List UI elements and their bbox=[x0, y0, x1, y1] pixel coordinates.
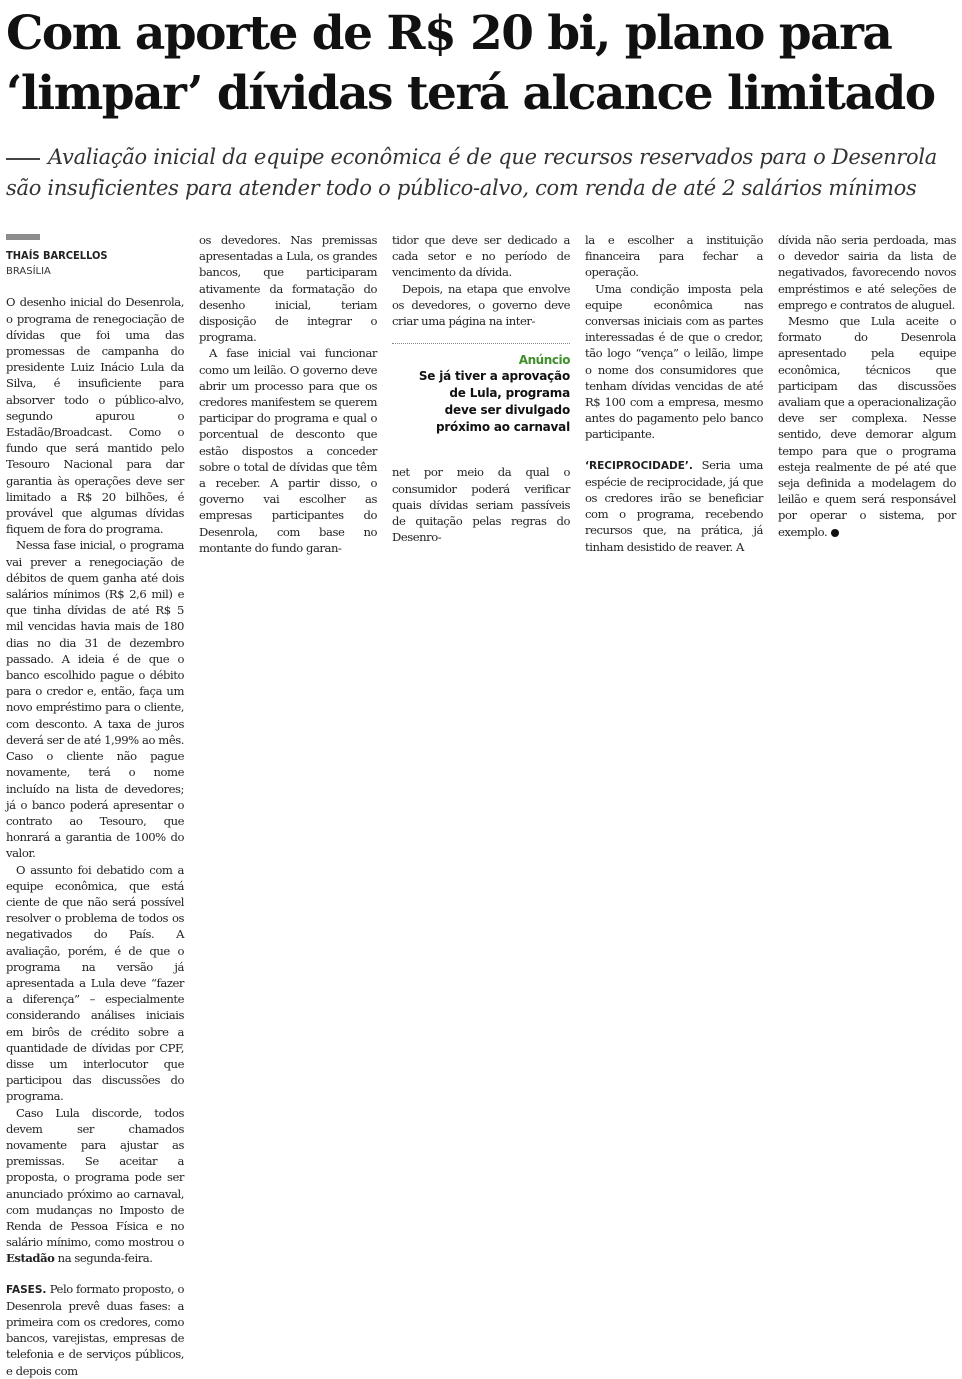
paragraph-bold: Estadão bbox=[6, 1251, 55, 1266]
byline-dots bbox=[6, 234, 40, 240]
kicker-fases: FASES. bbox=[6, 1283, 47, 1296]
column-5 bbox=[778, 232, 956, 540]
dateline: BRASÍLIA bbox=[6, 266, 51, 278]
headline-line-2: ‘limpar’ dívidas terá alcance limitado bbox=[6, 66, 935, 121]
paragraph-text: Seria uma espécie de reciprocidade, já que os credores irão se beneficiar com o programa, recebendo recursos que, na prática, já tinham desistido de reaver. A bbox=[585, 457, 763, 554]
column-4 bbox=[585, 232, 763, 555]
pull-quote-line: próximo ao carnaval bbox=[435, 420, 570, 435]
paragraph-text: Caso Lula discorde, todos devem ser chamados novamente para ajustar as premissas. Se aceitar a proposta, o programa pode ser anunciado próximo ao carnaval, com mudanças no Imposto de Renda de Pessoa Física e no salário mínimo, como mostrou o bbox=[6, 1105, 184, 1250]
paragraph: O desenho inicial do Desenrola, o programa de renegociação de dívidas que foi uma das promessas de campanha do presidente Luiz Inácio Lula da Silva, é insuficiente para absorver todo o público-alvo, segundo apurou o Estadão/Broadcast. Como o fundo que será mantido pelo Tesouro Nacional para dar garantia às operações deve ser limitado a R$ 20 bilhões, é provável que algumas dívidas fiquem de fora do programa. bbox=[6, 295, 184, 537]
paragraph: dívida não seria perdoada, mas o devedor sairia da lista de negativados, favorecendo novos empréstimos e até seleções de emprego e contratos de aluguel. bbox=[778, 233, 956, 312]
paragraph: A fase inicial vai funcionar como um leilão. O governo deve abrir um processo para que os credores manifestem se querem participar do programa e qual o porcentual de desconto que estão dispostos a conceder sobre o total de dívidas que têm a receber. A partir disso, o governo vai escolher as empresas participantes do Desenrola, com base no montante do fundo garan- bbox=[199, 346, 377, 555]
paragraph: os devedores. Nas premissas apresentadas a Lula, os grandes bancos, que participaram ativamente da formatação do desenho inicial, teriam disposição de integrar o programa. bbox=[199, 233, 377, 345]
paragraph bbox=[585, 457, 763, 555]
pull-quote-line: de Lula, programa bbox=[449, 386, 570, 401]
headline-line-1: Com aporte de R$ 20 bi, plano para bbox=[6, 6, 892, 61]
column-1 bbox=[6, 232, 184, 1379]
deck-line-1-text: Avaliação inicial da equipe econômica é de que recursos reservados para o Desenrola bbox=[48, 145, 938, 169]
column-2 bbox=[199, 232, 377, 556]
paragraph: Uma condição imposta pela equipe econômica nas conversas iniciais com as partes interessadas é de que o credor, tão logo “vença” o leilão, limpe o nome dos consumidores que tenham dívidas vencidas de até R$ 100 com a empresa, mesmo antes do pagamento pelo banco participante. bbox=[585, 281, 763, 442]
paragraph: tidor que deve ser dedicado a cada setor e no período de vencimento da dívida. bbox=[392, 233, 570, 280]
paragraph bbox=[6, 1105, 184, 1267]
paragraph: Nessa fase inicial, o programa vai prever a renegociação de débitos de quem ganha até dois salários mínimos (R$ 2,6 mil) e que tinha dívidas de até R$ 5 mil vencidas havia mais de 180 dias no dia 31 de dezembro passado. A ideia é de que o banco escolhido pague o débito para o credor e, então, faça um novo empréstimo para o cliente, com desconto. A taxa de juros deverá ser de até 1,99% ao mês. Caso o cliente não pague novamente, terá o nome incluído na lista de devedores; já o banco poderá apresentar o contrato ao Tesouro, que honrará a garantia de 100% do valor. bbox=[6, 538, 184, 861]
deck-rule bbox=[6, 158, 40, 160]
deck-line-1 bbox=[6, 142, 956, 173]
kicker-reciprocidade: ‘RECIPROCIDADE’. bbox=[585, 459, 693, 472]
column-3 bbox=[392, 232, 570, 545]
pull-quote bbox=[392, 343, 570, 436]
pull-quote-text bbox=[392, 368, 570, 436]
paragraph: la e escolher a instituição financeira para fechar a operação. bbox=[585, 233, 763, 280]
byline: THAÍS BARCELLOS bbox=[6, 249, 108, 262]
pull-quote-label: Anúncio bbox=[518, 353, 570, 368]
paragraph: net por meio da qual o consumidor poderá verificar quais dívidas seriam passíveis de quitação pelas regras do Desenro- bbox=[392, 465, 570, 545]
paragraph: Depois, na etapa que envolve os devedores, o governo deve criar uma página na inter- bbox=[392, 281, 570, 329]
headline bbox=[6, 4, 956, 124]
paragraph-text: Pelo formato proposto, o Desenrola prevê duas fases: a primeira com os credores, como bancos, varejistas, empresas de telefonia e de serviços públicos, e depois com bbox=[6, 1281, 184, 1378]
pull-quote-line: Se já tiver a aprovação bbox=[418, 369, 570, 384]
deck bbox=[6, 142, 956, 204]
pull-quote-line: deve ser divulgado bbox=[444, 403, 570, 418]
paragraph bbox=[778, 313, 956, 540]
paragraph bbox=[6, 1281, 184, 1379]
paragraph-text: na segunda-feira. bbox=[54, 1251, 153, 1266]
end-mark-icon bbox=[831, 529, 839, 537]
paragraph: O assunto foi debatido com a equipe econômica, que está ciente de que não será possível resolver o problema de todos os negativados do País. A avaliação, porém, é de que o programa na versão já apresentada a Lula deve “fazer a diferença” – especialmente considerando análises iniciais em birôs de crédito sobre a quantidade de dívidas por CPF, disse um interlocutor que participou das discussões do programa. bbox=[6, 862, 184, 1104]
deck-line-2: são insuficientes para atender todo o público-alvo, com renda de até 2 salários mínimos bbox=[6, 176, 917, 200]
paragraph-text: Mesmo que Lula aceite o formato do Desenrola apresentado pela equipe econômica, técnicos que participam das discussões avaliam que a operacionalização deve ser complexa. Nesse sentido, deve demorar algum tempo para que o programa esteja realmente de pé até que seja definida a modelagem do leilão e quem será responsável por operar o sistema, por exemplo. bbox=[778, 314, 956, 539]
